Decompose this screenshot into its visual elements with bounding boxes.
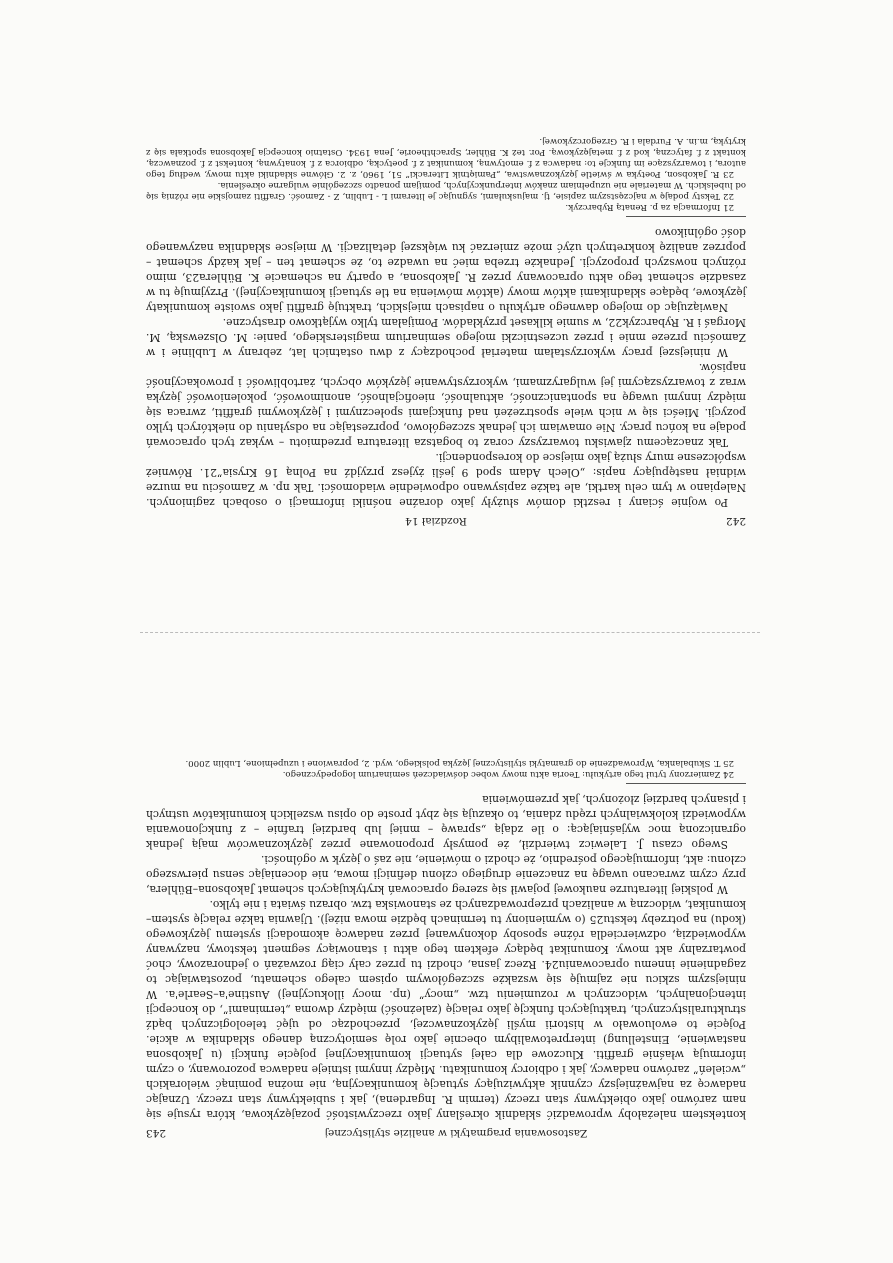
paragraph: W polskiej literaturze naukowej pojawił się szereg opracowań krytykujących schemat Jakobsona–Bühlera, przy czym zwracano uwagę na znaczenie drugiego członu definicji mowa, nie doceniając sensu pierwszego członu: akt, informującego pośrednio, że chodzi o mówienie, nie zaś o język w ogólności. <box>146 853 746 896</box>
footnote: 21 Informacja za p. Renatą Rybarczyk. <box>565 202 734 212</box>
footnote: 24 Zamierzony tytuł tego artykułu: Teoria aktu mowy wobec doświadczeń seminarium logopedycznego. <box>282 769 734 779</box>
paragraph: Po wojnie ściany i resztki domów służyły jako doraźne nośniki informacji o osobach zaginionych. Nalepiano w tym celu kartki, ale także zapisywano odpowiednie wiadomości. Tak np. w Zamościu na murze widniał następujący napis: „Olech Adam spod 9 jeśli żyjesz przyjdź na Polną 16 Krysia”21. Również współczesne mury służą jako miejsce do korespondencji. <box>146 451 746 509</box>
footnote: 23 R. Jakobson, Poetyka w świetle językoznawstwa, „Pamiętnik Literacki” 51, 1960, z. 2. Główne składniki aktu mowy, według tego autora, i towarzyszące im funkcje to: nadawca z f. emotywną, komunikat z f. poetycką, odbiorca z f. konatywną, kontekst z f. poznawczą, kontakt z f. fatyczną, kod z f. metajęzykową. Por. też K. Bühler, Sprachtheorie, Jena 1934. Ostatnio koncepcja Jakobsona spotkała się z krytyką, m.in. A. Furdala i R. Grzegorczykowej. <box>146 136 746 179</box>
page-body <box>146 792 746 1122</box>
running-head <box>146 1122 746 1140</box>
page-number: 243 <box>146 1127 167 1139</box>
footnote: 22 Teksty podaję w najczęstszym zapisie, tj. majuskułami, sygnując je literami L - Lublin, Z - Zamość. Graffiti zamojskie nie różnią się od lubelskich. W materiale nie uzupełniam znaków interpunkcyjnych, pomijam ponadto szczególnie wulgarne określenia. <box>146 180 746 201</box>
footnote-rule <box>626 783 746 784</box>
page-divider <box>140 632 760 633</box>
paragraph: Tak znaczącemu zjawisku towarzyszy coraz to bogatsza literatura przedmiotu – wykaz tych opracowań podaje na końcu pracy. Nie omawiam ich jednak szczegółowo, poprzestając na odsyłaniu do niektórych tylko pozycji. Mieści się w nich wiele spostrzeżeń nad funkcjami społecznymi i językowymi graffiti, zwraca się między innymi uwagę na spontaniczność, aktualność, nieoficjalność, anonimowość, pokoleniowość języka wraz z towarzyszącymi jej wulgaryzmami, wykorzystywanie języków obcych, żartobliwość i prowokacyjność napisów. <box>146 361 746 449</box>
running-head <box>146 510 746 528</box>
paragraph: W niniejszej pracy wykorzystałam materiał pochodzący z dwu ostatnich lat, zebrany w Lublinie i w Zamościu przeze mnie i przez uczestniczki mojego seminarium magisterskiego, panie: M. Olszewską, M. Morgaś i R. Rybarczyk22, w sumie kilkaset przykładów. Pomijałam tylko wyjątkowo drastyczne. <box>146 316 746 359</box>
page-number: 242 <box>725 515 746 527</box>
page-242 <box>146 88 746 528</box>
footnote: 25 T. Skubalanka, Wprowadzenie do gramatyki stylistycznej języka polskiego, wyd. 2, poprawione i uzupełnione, Lublin 2000. <box>185 758 734 768</box>
paragraph: kontekstem należałoby wprowadzić składnik określany jako rzeczywistość pozajęzykowa, która rysuje się nam zarówno jako obiektywny stan rzeczy (termin R. Ingardena), jak i subiektywny stan rzeczy. Uznając nadawcę za najważniejszy czynnik aktywizujący sytuację komunikacyjną, nie można pominąć wielorakich „wcieleń” zarówno nadawcy, jak i odbiorcy komunikatu. Między innymi istnieje nadawca pozorowany, o czym informują właśnie graffiti. Kluczowe dla całej sytuacji komunikacyjnej pojęcie funkcji (u Jakobsona nastawienie, Einstellung) interpretowalibym obecnie jako rolę semiotyczną danego składnika w akcie. Pojęcie to ewoluowało w historii myśli językoznawczej, przechodząc od ujęć teleologicznych bądź strukturalistycznych, traktujących funkcję jako relację (zależność) między dwoma „terminami”, do koncepcji intencjonalnych, widocznych w rozumieniu tzw. „mocy” (np. mocy illokucyjnej) Austine'a–Searle'a. W niniejszym szkicu nie zajmuję się wszakże szczegółowym opisem całego schematu, pozostawiając to zagadnienie innemu opracowaniu24. Rzecz jasna, chodzi tu przez cały ciąg rozważań o jednorazowy, choć powtarzalny akt mowy. Komunikat będący efektem tego aktu i stanowiący segment tekstowy, nazywany wypowiedzią, odzwierciedla różne sposoby dokonywanej przez nadawcę akomodacji systemu językowego (kodu) na potrzeby tekstu25 (o wymieniony tu terminach będzie mowa niżej). Ujawnia także relację system–komunikat, widoczną w analizach przeprowadzanych ze stanowiska tzw. obrazu świata i nie tylko. <box>146 898 746 1121</box>
chapter-title: Rozdział 14 <box>405 515 467 527</box>
page-243 <box>146 700 746 1140</box>
footnote-rule <box>626 216 746 217</box>
section-title: Zastosowania pragmatyki w analizie stylistycznej <box>324 1127 588 1139</box>
page-body <box>146 225 746 510</box>
paragraph: Nawiązując do mojego dawnego artykułu o napisach miejskich, traktuję graffiti jako swoiste komunikaty językowe, będące składnikami aktów mowy (aktów mówienia na tle sytuacji komunikacyjnej). Przyjmuję tu w zasadzie schemat tego aktu opracowany przez R. Jakobsona, a oparty na schemacie K. Bühlera23, mimo różnych nowszych propozycji. Jednakże trzeba mieć na uwadze to, że schemat ten – jak każdy schemat – poprzez analizę konkretnych użyć może zmierzać ku większej detalizacji. W miejsce składnika nazywanego dość ogólnikowo <box>146 226 746 314</box>
paragraph: Swego czasu J. Lalewicz twierdził, że pomysły proponowane przez językoznawców mają jednak ograniczoną moc wyjaśniającą: o ile zdają „sprawę – mniej lub bardziej trafnie – z funkcjonowania wypowiedzi kolokwialnych rzędu zdania, to okazują się zbyt proste do opisu wszelkich komunikatów ustnych i pisanych bardziej złożonych, jak przemówienia <box>146 793 746 851</box>
